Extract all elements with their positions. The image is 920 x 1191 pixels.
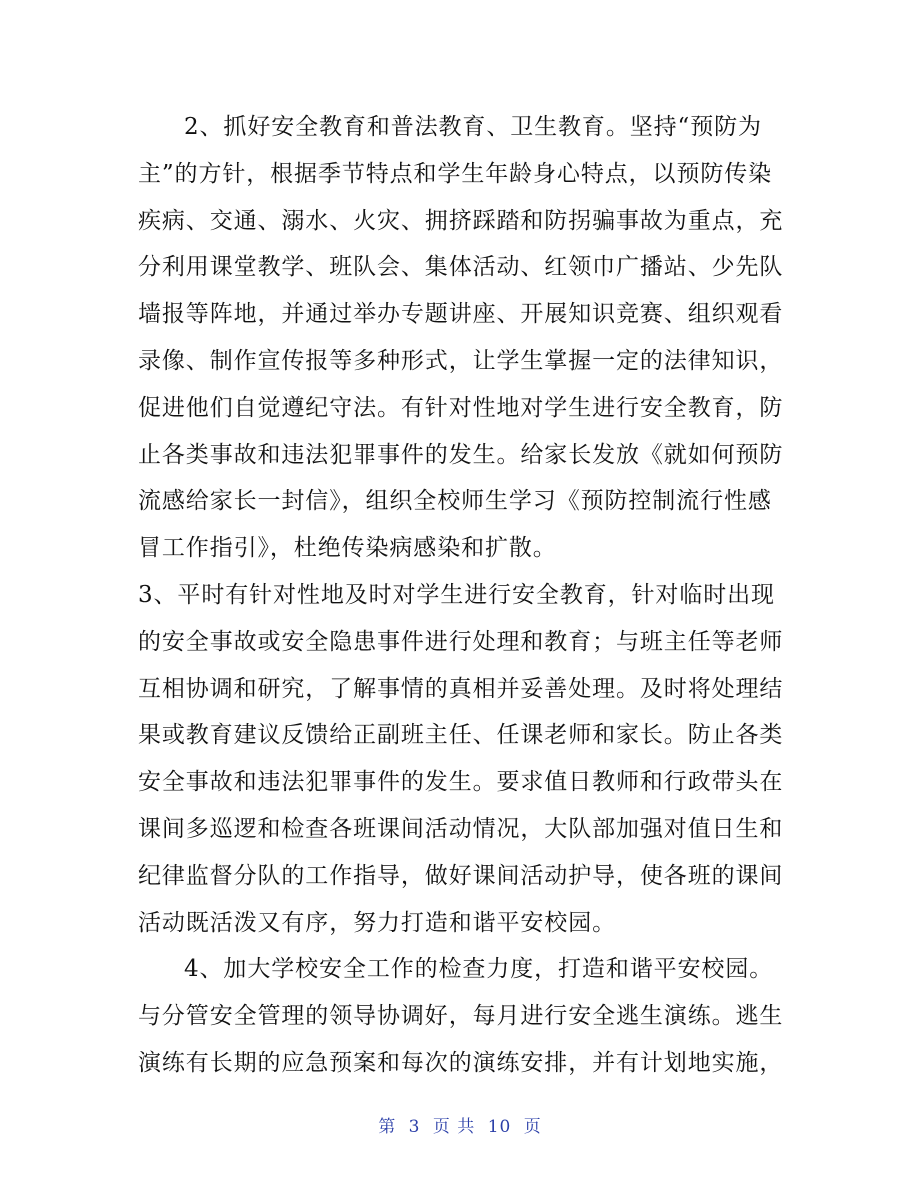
paragraph-line: 录像、制作宣传报等多种形式，让学生掌握一定的法律知识， [138, 347, 784, 374]
paragraph-line: 与分管安全管理的领导协调好，每月进行安全逃生演练。逃生 [138, 1003, 784, 1030]
paragraph-line: 果或教育建议反馈给正副班主任、任课老师和家长。防止各类 [138, 722, 784, 749]
paragraph-line: 的安全事故或安全隐患事件进行处理和教育；与班主任等老师 [138, 628, 784, 655]
paragraph-line: 3、平时有针对性地及时对学生进行安全教育，针对临时出现 [138, 581, 775, 608]
document-body [138, 104, 798, 1087]
footer-middle: 页 共 [432, 1117, 476, 1137]
paragraph-line: 演练有长期的应急预案和每次的演练安排，并有计划地实施， [138, 1049, 784, 1076]
paragraph-line: 分利用课堂教学、班队会、集体活动、红领巾广播站、少先队 [138, 254, 784, 281]
total-pages-number: 10 [487, 1117, 512, 1137]
paragraph-line: 冒工作指引》，杜绝传染病感染和扩散。 [138, 535, 557, 562]
paragraph-line: 流感给家长一封信》，组织全校师生学习《预防控制流行性感 [138, 488, 772, 515]
footer-prefix: 第 [378, 1117, 397, 1137]
paragraph-line: 安全事故和违法犯罪事件的发生。要求值日教师和行政带头在 [138, 769, 784, 796]
paragraph-line: 2、抓好安全教育和普法教育、卫生教育。坚持“预防为 [184, 114, 762, 140]
paragraph-line: 课间多巡逻和检查各班课间活动情况，大队部加强对值日生和 [138, 815, 784, 842]
paragraph-line: 4、加大学校安全工作的检查力度，打造和谐平安校园。 [184, 956, 774, 983]
paragraph-line: 纪律监督分队的工作指导，做好课间活动护导，使各班的课间 [138, 862, 784, 889]
paragraph-line: 互相协调和研究，了解事情的真相并妥善处理。及时将处理结 [138, 675, 784, 702]
footer-suffix: 页 [523, 1117, 542, 1137]
page-footer [0, 1112, 920, 1137]
paragraph-line: 墙报等阵地，并通过举办专题讲座、开展知识竞赛、组织观看 [138, 301, 784, 328]
paragraph-line: 促进他们自觉遵纪守法。有针对性地对学生进行安全教育，防 [138, 394, 784, 421]
paragraph-line: 疾病、交通、溺水、火灾、拥挤踩踏和防拐骗事故为重点，充 [138, 207, 784, 234]
paragraph-line: 主”的方针，根据季节特点和学生年龄身心特点，以预防传染 [138, 160, 773, 187]
paragraph-line: 活动既活泼又有序，努力打造和谐平安校园。 [138, 909, 616, 936]
paragraph-line: 止各类事故和违法犯罪事件的发生。给家长发放《就如何预防 [138, 441, 784, 468]
current-page-number: 3 [408, 1117, 421, 1137]
